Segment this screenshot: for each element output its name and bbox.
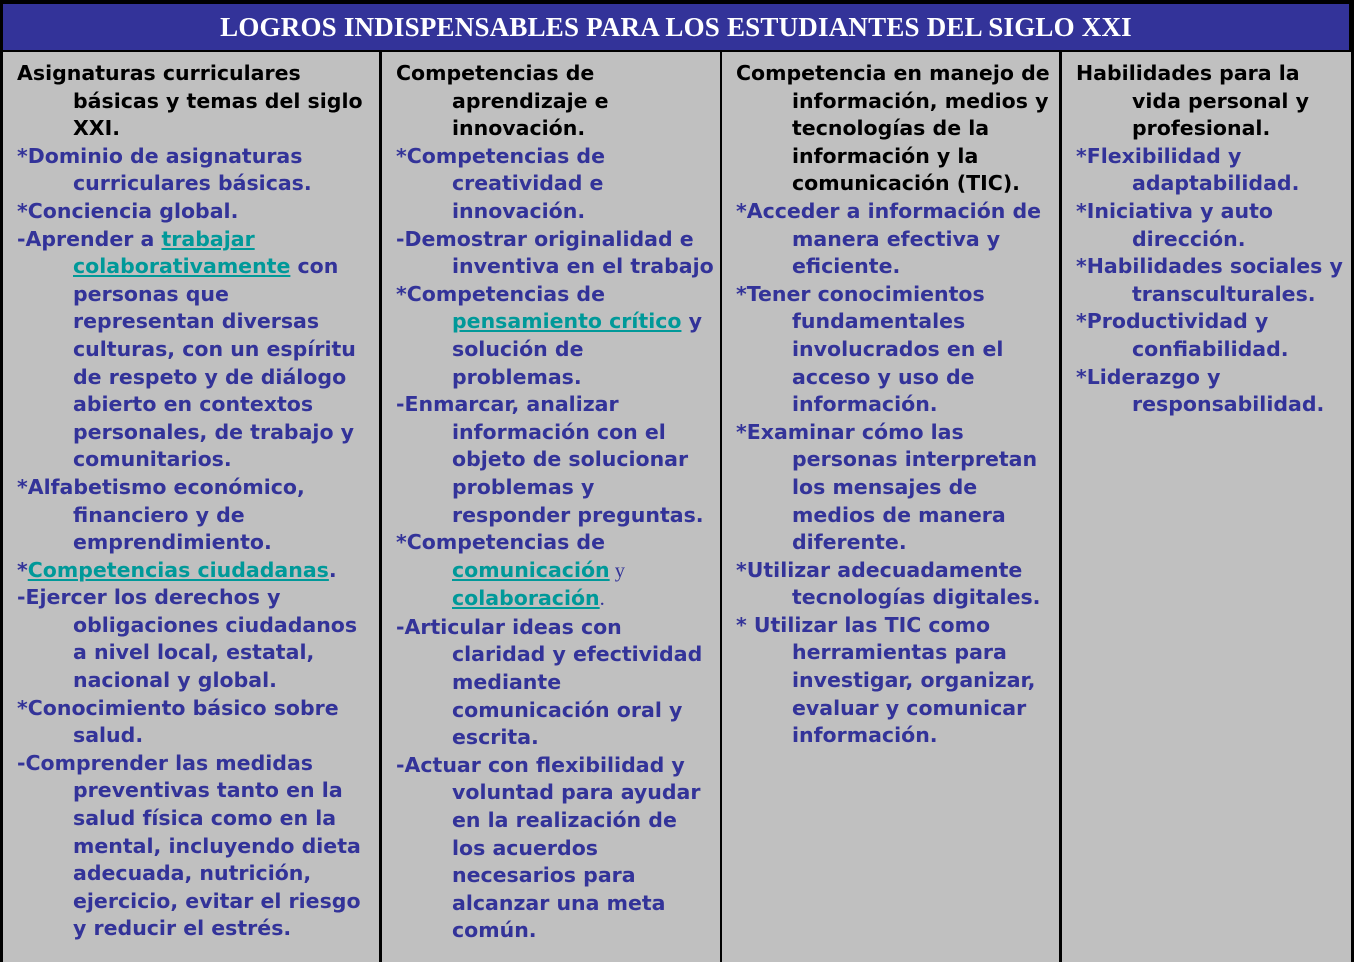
title-bar	[3, 4, 1349, 50]
item-text: -Aprender a	[17, 226, 162, 251]
column-ict-skills	[722, 52, 1059, 962]
column-heading: Competencias de aprendizaje e innovación.	[396, 61, 609, 141]
item-text: y solución de problemas.	[452, 309, 702, 389]
list-item: *Examinar cómo las personas interpretan los mensajes de medios de manera diferente.	[736, 419, 1038, 555]
list-item: *Alfabetismo económico, financiero y de emprendimiento.	[17, 474, 305, 555]
list-item: *Competencias de creatividad e innovación.	[396, 143, 606, 223]
item-text: *	[17, 557, 28, 582]
item-text: .	[599, 588, 605, 611]
column-life-skills	[1062, 52, 1351, 962]
list-item: *Iniciativa y auto dirección.	[1076, 198, 1273, 251]
link-colaboracion[interactable]: colaboración	[452, 586, 600, 611]
list-item: -Articular ideas con claridad y efectividad mediante comunicación oral y escrita.	[396, 614, 703, 750]
page-title: LOGROS INDISPENSABLES PARA LOS ESTUDIANTES DEL SIGLO XXI	[220, 11, 1132, 42]
list-item: *Flexibilidad y adaptabilidad.	[1076, 143, 1300, 196]
column-learning-innovation	[382, 52, 720, 962]
list-item: -Demostrar originalidad e inventiva en el trabajo	[396, 226, 714, 279]
list-item	[17, 557, 373, 585]
list-item: -Ejercer los derechos y obligaciones ciudadanos a nivel local, estatal, nacional y global.	[17, 585, 358, 693]
link-competencias-ciudadanas[interactable]: Competencias ciudadanas	[27, 557, 329, 582]
list-item: *Utilizar adecuadamente tecnologías digitales.	[736, 557, 1041, 610]
list-item: *Habilidades sociales y transculturales.	[1076, 254, 1343, 306]
list-item: -Enmarcar, analizar información con el objeto de solucionar problemas y responder preguntas.	[396, 392, 704, 527]
list-item: *Acceder a información de manera efectiva y eficiente.	[736, 198, 1042, 279]
list-item: * Utilizar las TIC como herramientas para investigar, organizar, evaluar y comunicar información.	[736, 612, 1036, 748]
item-text: *Competencias de	[396, 281, 606, 306]
list-item: *Conciencia global.	[17, 198, 239, 223]
column-core-subjects	[3, 52, 379, 962]
item-text: *Competencias de	[396, 530, 606, 555]
list-item: *Conocimiento básico sobre salud.	[17, 695, 339, 748]
column-heading: Competencia en manejo de información, medios y tecnologías de la información y la comunicación (TIC).	[736, 61, 1050, 196]
list-item: -Actuar con flexibilidad y voluntad para ayudar en la realización de los acuerdos necesarios para alcanzar una meta común.	[396, 752, 701, 943]
list-item: *Productividad y confiabilidad.	[1076, 309, 1289, 361]
list-item: *Tener conocimientos fundamentales involucrados en el acceso y uso de información.	[736, 281, 1004, 417]
list-item	[17, 226, 373, 474]
list-item: *Dominio de asignaturas curriculares básicas.	[17, 143, 312, 196]
list-item: *Liderazgo y responsabilidad.	[1076, 364, 1325, 417]
column-heading: Habilidades para la vida personal y profesional.	[1076, 61, 1309, 141]
list-item: -Comprender las medidas preventivas tanto en la salud física como en la mental, incluyendo dieta adecuada, nutrición, ejercicio, evitar el riesgo y reducir el estrés.	[17, 750, 361, 941]
column-heading: Asignaturas curriculares básicas y temas del siglo XXI.	[17, 61, 363, 141]
link-comunicacion[interactable]: comunicación	[452, 557, 610, 582]
link-pensamiento-critico[interactable]: pensamiento crítico	[452, 309, 682, 334]
item-text: con personas que representan diversas culturas, con un espíritu de respeto y de diálogo abierto en contextos personales, de trabajo y comunitarios.	[73, 254, 356, 472]
list-item	[396, 281, 714, 391]
item-text: .	[328, 557, 337, 582]
link-trabajar-colaborativamente[interactable]: trabajar colaborativamente	[73, 226, 291, 279]
list-item	[396, 529, 714, 614]
item-text: y	[609, 559, 626, 582]
